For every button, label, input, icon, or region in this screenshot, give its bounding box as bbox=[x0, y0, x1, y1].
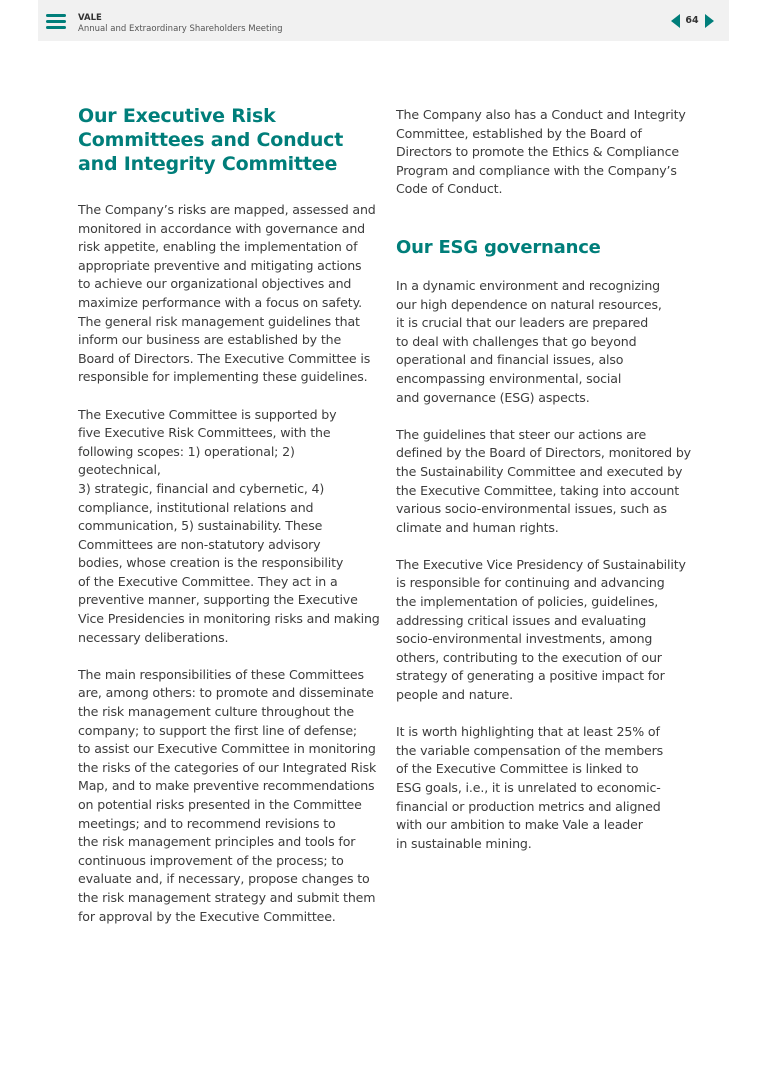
section-heading-risk-committees: Our Executive Risk Committees and Conduct and Integrity Committee bbox=[78, 105, 344, 175]
paragraph: The Executive Committee is supported by five Executive Risk Committees, with the following scopes: 1) operational; 2) geotechnical, 3) strategic, financial and cybernetic, 4) compliance, institutional relations and communication, 5) sustainability. These Committees are non-statutory advisory bodies, whose creation is the responsibility of the Executive Committee. They act in a preventive manner, supporting the Executive Vice Presidencies in monitoring risks and making necessary deliberations. bbox=[78, 406, 380, 645]
paragraph: It is worth highlighting that at least 25% of the variable compensation of the members of the Executive Committee is linked to ESG goals, i.e., it is unrelated to economic- financial or production metrics and aligned with our ambition to make Vale a leader in sustainable mining. bbox=[396, 724, 664, 851]
paragraph: The guidelines that steer our actions are defined by the Board of Directors, monitored by the Sustainability Committee and executed by the Executive Committee, taking into account various socio-environmental issues, such as climate and human rights. bbox=[396, 426, 691, 535]
next-page-icon[interactable] bbox=[705, 14, 714, 28]
prev-page-icon[interactable] bbox=[671, 14, 680, 28]
document-subtitle: Annual and Extraordinary Shareholders Meeting bbox=[78, 24, 283, 34]
header-bar bbox=[38, 0, 729, 41]
paragraph: The Executive Vice Presidency of Sustainability is responsible for continuing and advancing the implementation of policies, guidelines, addressing critical issues and evaluating socio-environmental investments, among others, contributing to the execution of our strategy of generating a positive impact for people and nature. bbox=[396, 556, 686, 703]
brand-name: VALE bbox=[78, 13, 102, 23]
left-column bbox=[78, 100, 380, 926]
section-heading-esg-governance: Our ESG governance bbox=[396, 236, 601, 258]
right-column bbox=[396, 106, 696, 853]
paragraph: The main responsibilities of these Committees are, among others: to promote and disseminate the risk management culture throughout the company; to support the first line of defense; to assist our Executive Committee in monitoring the risks of the categories of our Integrated Risk Map, and to make preventive recommendations on potential risks presented in the Committee meetings; and to recommend revisions to the risk management principles and tools for continuous improvement of the process; to evaluate and, if necessary, propose changes to the risk management strategy and submit them for approval by the Executive Committee. bbox=[78, 666, 377, 924]
paragraph: The Company also has a Conduct and Integrity Committee, established by the Board of Directors to promote the Ethics & Compliance Program and compliance with the Company’s Code of Conduct. bbox=[396, 107, 686, 197]
page-number: 64 bbox=[685, 15, 699, 26]
paragraph: The Company’s risks are mapped, assessed and monitored in accordance with governance and risk appetite, enabling the implementation of appropriate preventive and mitigating actions to achieve our organizational objectives and maximize performance with a focus on safety. The general risk management guidelines that inform our business are established by the Board of Directors. The Executive Committee is responsible for implementing these guidelines. bbox=[78, 202, 376, 385]
paragraph: In a dynamic environment and recognizing our high dependence on natural resources, it is crucial that our leaders are prepared to deal with challenges that go beyond operational and financial issues, also encompassing environmental, social and governance (ESG) aspects. bbox=[396, 277, 662, 405]
menu-icon[interactable] bbox=[46, 14, 66, 29]
